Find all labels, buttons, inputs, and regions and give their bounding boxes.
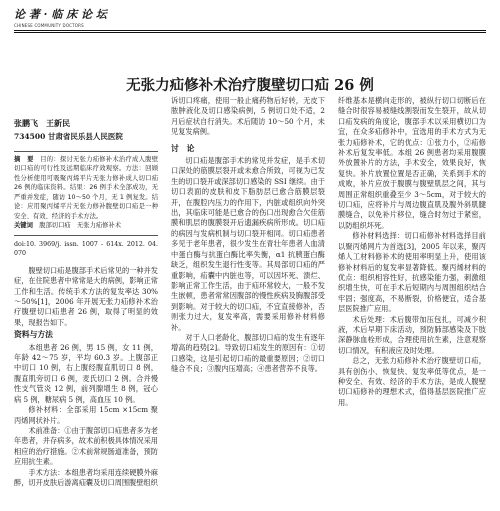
discussion-paragraph: 对于人口老龄化，腹部切口疝的发生有逐年增高的趋势[2]。导致切口疝发生的原因有：①切口感染，这是引起切口疝的最重要原因；②切口缝合不良；③腹内压增高；④患者营养不良等。 <box>171 332 325 374</box>
discussion-paragraph: 切口疝是腹部手术的常见并发症，是手术切口深处的筋膜层裂开或未愈合所致，可视为已发生的切口裂开或深部切口感染的 SSI 继续。由于切口表面的皮肤和皮下脂肪层已愈合筋膜层裂开，在腹腔内压力的作用下，内脏或组织向外突出，其临床可能是已愈合的伤口出现愈合欠佳筋膜和肌层的腹膜裂开后遗漏疾病所形成。切口疝的病因与发病机制与切口裂开相同。切口疝患者多见于老年患者，很少发生在青壮年患者人血清中蛋白酶与抗蛋白酶比率失衡，α1 抗胰蛋白酶缺乏，组织发生退行性变等。其局部切口疝的严重影响，疝囊中内脏也等，可以因坏死、溃烂、影响正常工作生活，由于疝环常较大，一般不发生嵌顿，患者常常因腹部的慢性疾病及胸腹部受到影响。对于较大的切口疝，不宜直接修补，否则张力过大，复发率高，需要采用修补材料修补。 <box>171 156 325 332</box>
methods-paragraph: 本组患者 26 例，男 15 例，女 11 例，年龄 42～75 岁，平均 60.3 岁。上腹部正中切口 10 例，右上腹经腹直肌切口 8 例，腹直肌旁切口 6 例，麦氏切口 2 例。合并慢性支气管炎 12 例，前列腺增生 8 例，冠心病 5 例，糖尿病 5 例，高血压 10 例。 <box>14 342 158 404</box>
column-left <box>14 118 158 511</box>
header-rule <box>14 30 486 31</box>
abstract-label: 摘 要 <box>14 155 34 163</box>
methods-paragraph: 手术方法：本组患者均采用连续硬膜外麻醉，切开皮肤后游离疝囊及切口周围腹壁组织 <box>14 467 158 487</box>
abstract-text: 目的：探讨无张力疝修补术治疗成人腹壁切口疝的可行性及远期临床疗效观察。方法：回顾性分析使用可吸聚丙烯平片无张力修补成人切口疝 26 例的临床资料。结果：26 例手术全部成功，无严重并发症，随访 10～50 个月，无 1 例复发。结论：应用聚丙烯平片无张力修补腹壁切口疝是一种安全、有效、经济的手术方法。 <box>14 155 158 220</box>
methods-paragraph: 术前准备：①由于腹部切口疝患者多为老年患者，并存病多，故术前积极具体情况采用相应的治疗措施。②术前常规肠道准备，预防应用抗生素。 <box>14 425 158 467</box>
author-affiliation: 734500 甘肃省民乐县人民医院 <box>14 132 123 142</box>
results-continued-paragraph: 诉切口疼痛，使用一般止痛药物后好转，无皮下脓肿液化及切口感染病例，5 例切口处不适，2 月后症状自行消失。术后随访 10～50 个月，未见复发病例。 <box>171 96 325 137</box>
intro-paragraph: 腹壁切口疝是腹部手术后常见的一种并发症，在住院患者中常常是大的病例，影响正常工作和生活。传统手术方法的复发率达 30%～50%[1]，2006 年开展无张力疝修补术治疗腹壁切口疝患者 26 例，取得了明显的效果，现报告如下。 <box>14 265 158 327</box>
journal-subtitle: CHINESE COMMUNITY DOCTORS <box>14 23 84 28</box>
keywords-label: 关键词 <box>14 222 33 230</box>
section-heading-methods: 资料与方法 <box>14 330 53 340</box>
section-heading-discussion: 讨 论 <box>171 143 195 153</box>
journal-section-title: 论 著 · 临 床 论 坛 <box>14 8 107 21</box>
journal-header <box>14 6 486 28</box>
header-rule-thin <box>14 32 486 33</box>
keywords-text: 腹部切口疝 无张力疝修补术 <box>39 222 122 230</box>
discussion-continued-paragraph: 纤维基本是横向走形的，被纵行切口切断后在缝合时很容易被缝线割裂而发生裂开，故从切口疝发病的角度论，腹部手术以采用横切口为宜，在众多疝修补中，宜选用的手术方式为无张力疝修补术，它的优点：①张力小，②疝修补术后复发率低。本组 26 例患者均采用腹膜外放置补片的方法，手术安全，效果良好，恢复快。补片放置位置是否正确，关系到手术的成败，补片应放于腹膜与腹壁肌层之间，其与周围正常组织重叠至少 3～5cm，对于较大的切口疝，应将补片与周边腹直肌及腹外斜肌腱膜缝合，以免补片移位，缝合时勿过于紧密，以防组织坏死。 <box>338 96 486 230</box>
methods-paragraph: 修补材料：全部采用 15cm ×15cm 聚丙烯网状补片。 <box>14 405 158 425</box>
discussion-paragraph: 修补材料选择：切口疝修补材料选择目前以聚丙烯网片为首选[3]，2005 年以来，聚丙烯人工材料修补术的使用率明显上升，使用该修补材料后的复发率显著降低。聚丙烯材料的优点：组织相容性好，抗感染能力强，刺激组织增生快，可在手术后短期内与周围组织结合牢固；强度高，不易断裂，价格便宜，适合基层医院推广应用。 <box>338 231 486 314</box>
column-right <box>338 96 486 511</box>
article-title: 无张力疝修补术治疗腹壁切口疝 26 例 <box>126 77 374 94</box>
doi-line: doi:10. 3969/j. issn. 1007 - 614x. 2012. 04. 070 <box>14 240 158 257</box>
article-authors: 张鹏飞 王新民 <box>14 118 70 128</box>
abstract-box <box>14 151 158 236</box>
discussion-paragraph: 总之，无张力疝修补术治疗腹壁切口疝，具有创伤小、恢复快、复发率低等优点，是一种安全、有效、经济的手术方法，是成人腹壁切口疝修补的理想术式，值得基层医院推广应用。 <box>338 356 486 407</box>
discussion-paragraph: 术后处理：术后腹带加压包扎，可减少积液，术后早期下床活动，预防肺部感染及下肢深静脉血栓形成，合理使用抗生素，注意观察切口情况，有积液应及时处理。 <box>338 314 486 355</box>
column-middle <box>171 96 325 511</box>
